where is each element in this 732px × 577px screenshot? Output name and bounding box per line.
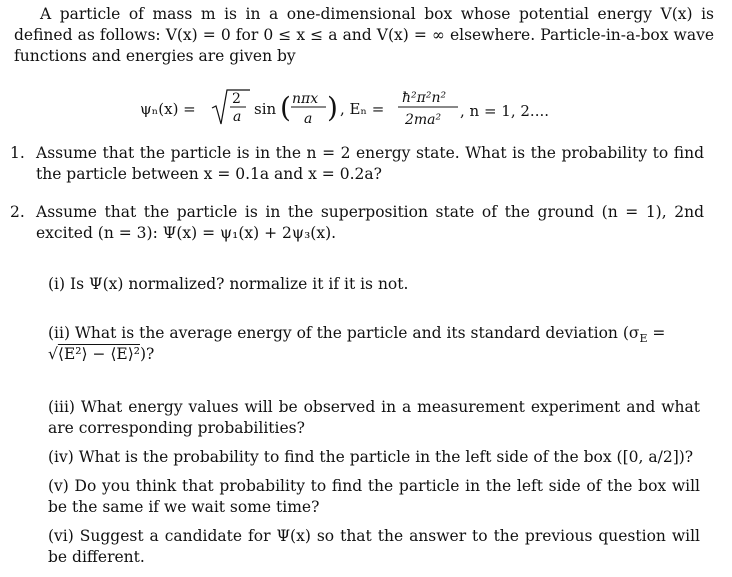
subquestion-ii-end: )? <box>139 345 155 363</box>
sqrt-symbol-ii: √ <box>48 345 58 363</box>
energy-lhs: , Eₙ = <box>340 100 385 118</box>
sqrt-argument-ii: ⟨E²⟩ − ⟨E⟩² <box>57 345 140 363</box>
subquestion-iv: (iv) What is the probability to find the particle in the left side of the box ([0, a/2])? <box>48 448 694 466</box>
question-2-number: 2. <box>10 203 25 221</box>
subquestion-vi: (vi) Suggest a candidate for Ψ(x) so that the answer to the previous question will be different. <box>48 527 700 566</box>
problem-intro: A particle of mass m is in a one-dimensional box whose potential energy V(x) is defined as follows: V(x) = 0 for 0 ≤ x ≤ a and V(x) = ∞ elsewhere. Particle-in-a-box wave functions and energies are given by <box>14 5 714 65</box>
sqrt-denominator: a <box>233 109 242 125</box>
question-1-text: Assume that the particle is in the n = 2 energy state. What is the probability to find the particle between x = 0.1a and x = 0.2a? <box>36 144 704 183</box>
question-2-text: Assume that the particle is in the superposition state of the ground (n = 1), 2nd excited (n = 3): Ψ(x) = ψ₁(x) + 2ψ₃(x). <box>36 203 704 242</box>
left-paren: ( <box>280 91 291 124</box>
subquestion-v: (v) Do you think that probability to find the particle in the left side of the box will be the same if we wait some time? <box>48 477 700 516</box>
energy-numerator: ħ²π²n² <box>402 90 447 106</box>
question-2 <box>10 202 704 244</box>
subquestion-iii: (iii) What energy values will be observed in a measurement experiment and what are corresponding probabilities? <box>48 398 700 437</box>
n-range: , n = 1, 2.... <box>460 102 549 120</box>
sigma-subscript: E <box>639 332 648 346</box>
question-1-number: 1. <box>10 144 25 162</box>
question-1 <box>10 143 704 185</box>
subquestion-ii <box>48 323 700 365</box>
arg-numerator: nπx <box>292 91 319 107</box>
wavefunction-energy-formula <box>140 86 610 132</box>
psi-lhs: ψₙ(x) = <box>140 100 196 118</box>
sqrt-numerator: 2 <box>232 91 241 107</box>
subquestion-i: (i) Is Ψ(x) normalized? normalize it if it is not. <box>48 275 409 293</box>
subquestion-ii-text: (ii) What is the average energy of the particle and its standard deviation (σ <box>48 324 640 342</box>
subquestion-ii-equals: = <box>647 324 666 342</box>
sin-label: sin <box>254 100 277 118</box>
right-paren: ) <box>327 91 338 124</box>
energy-denominator: 2ma² <box>405 112 442 128</box>
arg-denominator: a <box>304 111 313 127</box>
